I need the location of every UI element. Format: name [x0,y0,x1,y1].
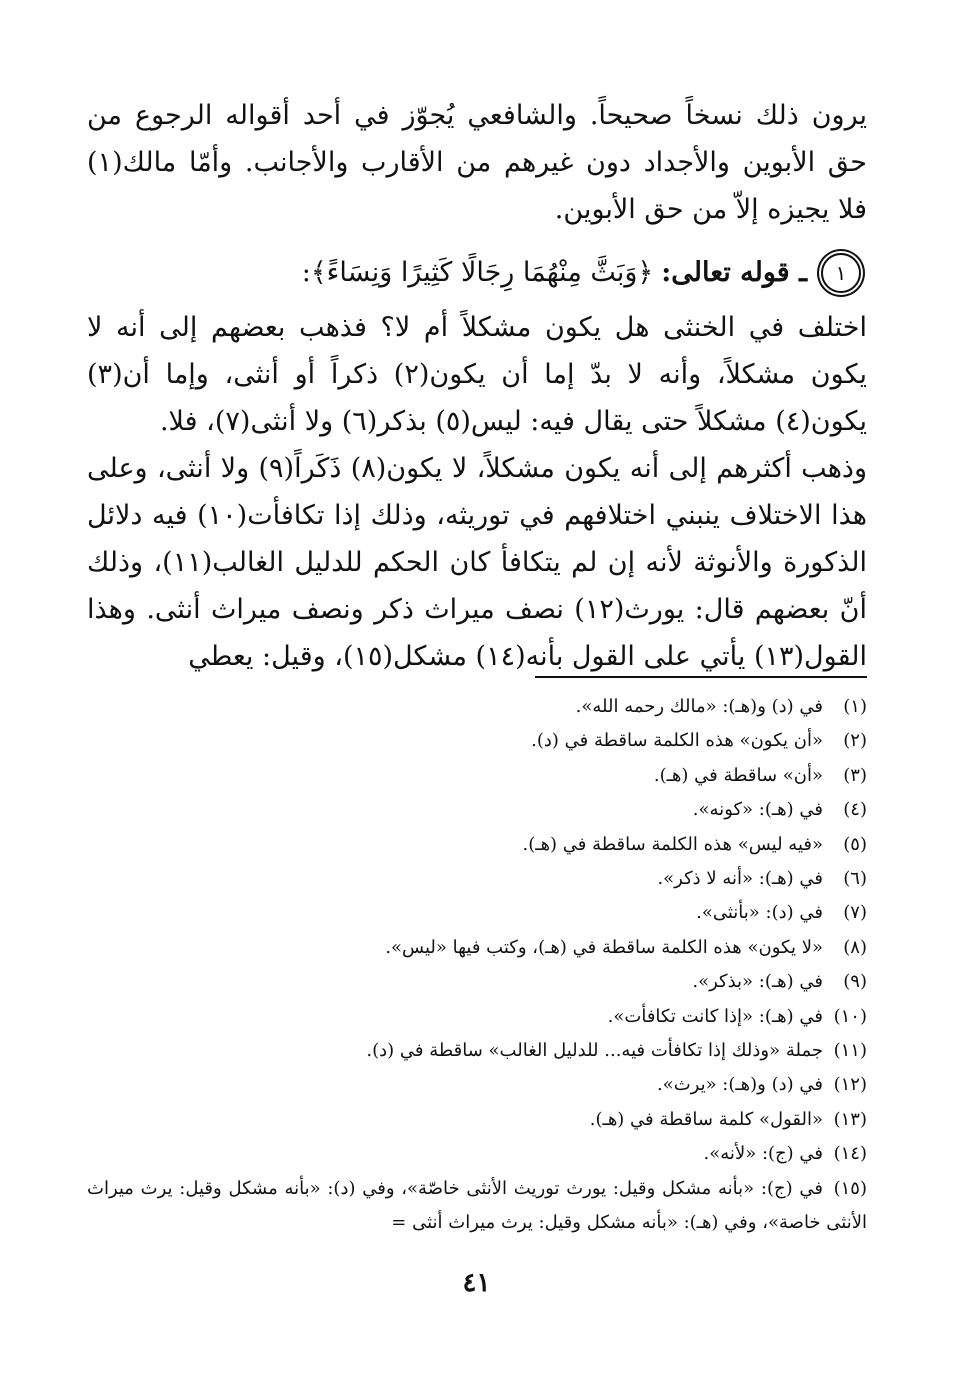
footnote-number: (١٠) [833,1005,867,1027]
footnote-text: «فيه ليس» هذه الكلمة ساقطة في (هـ). [522,833,823,855]
footnote-item [87,793,867,827]
footnote-text: في (د) و(هـ): «يرث». [656,1074,823,1096]
footnote-number: (١) [843,696,867,717]
footnote-item [87,1103,867,1137]
footnote-item [87,1137,867,1171]
footnote-text: «القول» كلمة ساقطة في (هـ). [589,1108,823,1130]
footnote-number: (١٤) [833,1143,867,1165]
footnote-text: في (هـ): «كونه». [692,799,823,821]
footnotes-list [87,690,867,1241]
footnote-text: في (هـ): «بذكر». [692,971,823,993]
footnote-item [87,862,867,896]
footnote-item [87,1034,867,1068]
footnote-text: «لا يكون» هذه الكلمة ساقطة في (هـ)، وكتب فيها «ليس». [385,936,823,958]
footnote-number: (٨) [843,936,867,958]
footnote-text: في (هـ): «أنه لا ذكر». [657,868,823,890]
footnote-item [87,896,867,930]
verse-heading [87,249,867,296]
quran-verse: ﴿وَبَثَّ مِنْهُمَا رِجَالًا كَثِيرًا وَنِسَاءً﴾: [301,257,654,288]
footnote-text: جملة «وذلك إذا تكافأت فيه... للدليل الغالب» ساقطة في (د). [366,1040,823,1062]
footnote-number: (١١) [833,1040,867,1062]
verse-number-badge: ١ [821,253,861,293]
footnote-text: في (ج): «بأنه مشكل وقيل: يورث توريث الأنثى خاصّة»، وفي (د): «بأنه مشكل وقيل: يرث ميراث الأنثى خاصة»، وفي (هـ): «بأنه مشكل وقيل: يرث ميراث أنثى = [87,1177,867,1234]
footnote-number: (٤) [843,799,867,821]
page-number: ٤١ [462,1268,491,1298]
footnote-number: (١٥) [833,1177,867,1199]
footnote-item [87,1172,867,1241]
footnote-item [87,828,867,862]
footnote-item [87,931,867,965]
footnote-number: (٣) [843,764,867,786]
paragraph-majority-view: وذهب أكثرهم إلى أنه يكون مشكلاً، لا يكون(٨) ذَكَراً(٩) ولا أنثى، وعلى هذا الاختلاف ينبني اختلافهم في توريثه، وذلك إذا تكافأت(١٠) فيه دلائل الذكورة والأنوثة لأنه إن لم يتكافأ كان الحكم للدليل الغالب(١١)، وذلك أنّ بعضهم قال: يورث(١٢) نصف ميراث ذكر ونصف ميراث أنثى. وهذا القول(١٣) يأتي على القول بأنه(١٤) مشكل(١٥)، وقيل: يعطي [87,453,867,672]
footnote-text: في (ج): «لأنه». [703,1143,823,1165]
footnote-item [87,1068,867,1102]
footnote-text: في (د) و(هـ): «مالك رحمه الله». [575,696,823,717]
footnote-divider [535,676,867,678]
footnote-text: في (هـ): «إذا كانت تكافأت». [607,1005,823,1027]
footnote-number: (٥) [843,833,867,855]
footnote-number: (٢) [843,730,867,752]
main-text [87,92,867,702]
footnote-item [87,965,867,999]
heading-label: ـ قوله تعالى: [661,257,807,288]
footnote-item [87,759,867,793]
footnote-text: «أن يكون» هذه الكلمة ساقطة في (د). [531,730,823,752]
footnote-number: (٦) [843,868,867,890]
footnote-number: (٧) [843,902,867,924]
footnote-number: (٩) [843,971,867,993]
intro-paragraph: يرون ذلك نسخاً صحيحاً. والشافعي يُجوّز في أحد أقواله الرجوع من حق الأبوين والأجداد دون غيرهم من الأقارب والأجانب. وأمّا مالك(١) فلا يجيزه إلاّ من حق الأبوين. [87,100,867,225]
footnote-text: في (د): «بأنثى». [696,902,823,924]
footnote-text: «أن» ساقطة في (هـ). [653,764,823,786]
paragraph-khuntha-definition: اختلف في الخنثى هل يكون مشكلاً أم لا؟ فذهب بعضهم إلى أنه لا يكون مشكلاً، وأنه لا بدّ إما أن يكون(٢) ذكراً أو أنثى، وإما أن(٣) يكون(٤) مشكلاً حتى يقال فيه: ليس(٥) بذكر(٦) ولا أنثى(٧)، فلا. [87,312,867,437]
footnote-number: (١٣) [833,1108,867,1130]
footnote-item [87,1000,867,1034]
footnote-number: (١٢) [833,1074,867,1096]
footnote-item [87,724,867,758]
footnote-item [87,690,867,724]
